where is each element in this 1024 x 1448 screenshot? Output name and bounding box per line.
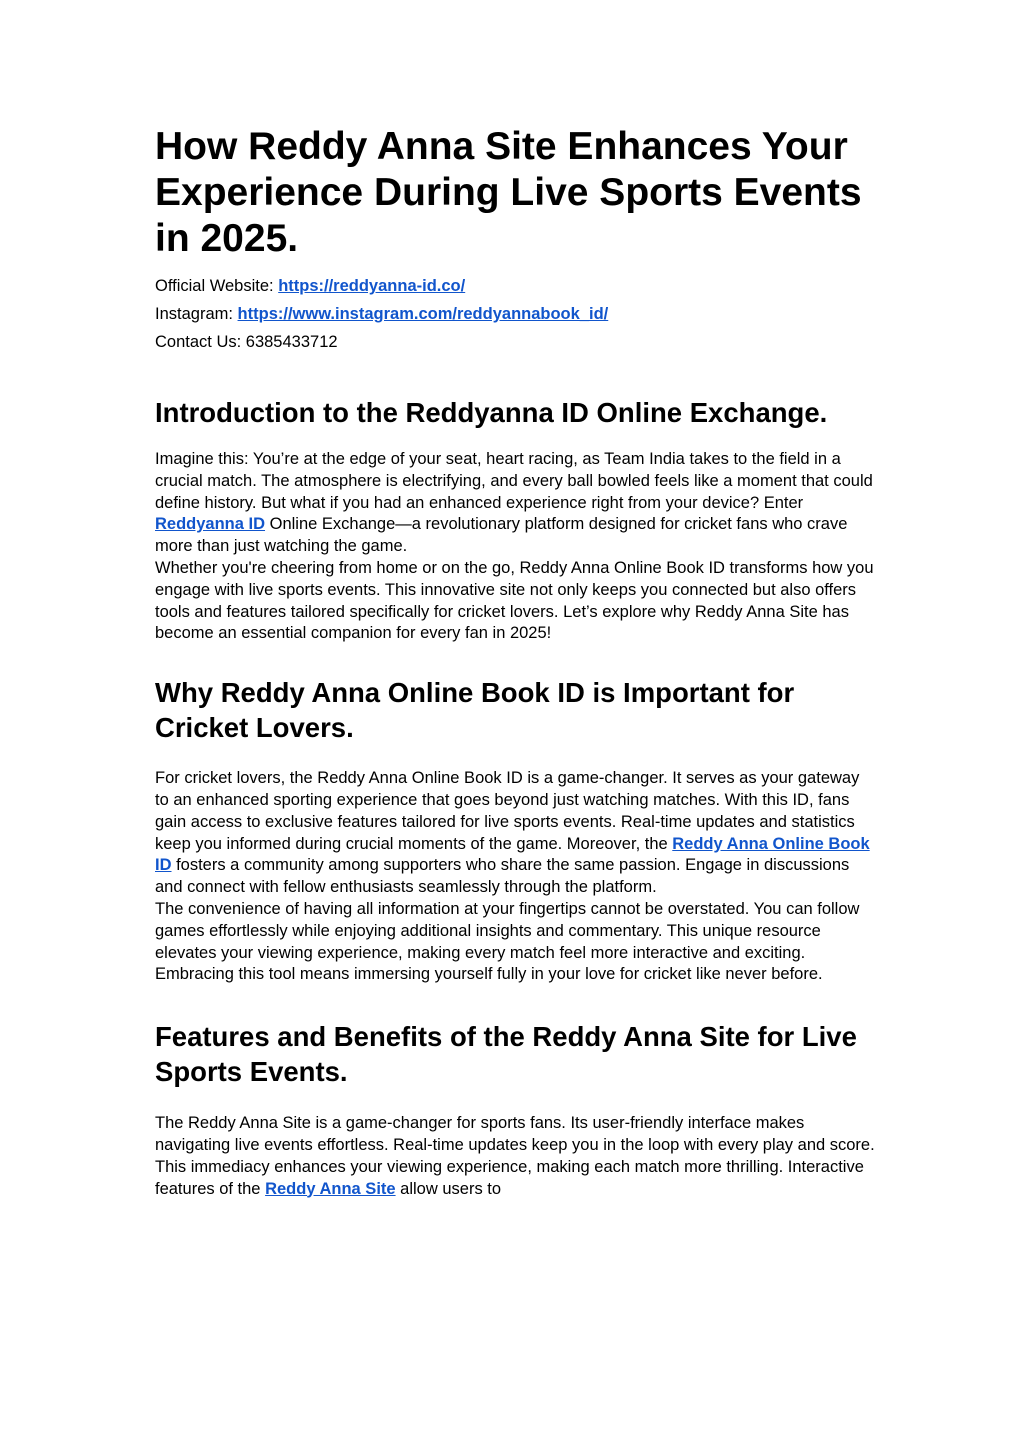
contact-line: Contact Us: 6385433712	[155, 333, 338, 351]
intro-p1-text-end: Online Exchange—a revolutionary platform designed for cricket fans who crave more than just watching the game.	[155, 515, 848, 556]
intro-p1-text: Imagine this: You’re at the edge of your seat, heart racing, as Team India takes to the field in a crucial match. The atmosphere is electrifying, and every ball bowled feels like a moment that could define history. But what if you had an enhanced experience right from your device? Enter	[155, 450, 873, 512]
instagram-line	[155, 300, 875, 328]
why-paragraph-1	[155, 768, 875, 899]
why-p1-text: For cricket lovers, the Reddy Anna Online Book ID is a game-changer. It serves as your gateway to an enhanced sporting experience that goes beyond just watching matches. With this ID, fans gain access to exclusive features tailored for live sports events. Real-time updates and statistics keep you informed during crucial moments of the game. Moreover, the	[155, 769, 860, 853]
features-p1-text: The Reddy Anna Site is a game-changer for sports fans. Its user-friendly interface makes navigating live events effortless. Real-time updates keep you in the loop with every play and score. This immediacy enhances your viewing experience, making each match more thrilling. Interactive features of the	[155, 1114, 875, 1198]
website-label: Official Website:	[155, 277, 279, 295]
website-link[interactable]: https://reddyanna-id.co/	[278, 277, 466, 295]
intro-paragraph-1	[155, 449, 875, 558]
reddyanna-id-link[interactable]: Reddyanna ID	[155, 515, 266, 534]
reddy-anna-site-link[interactable]: Reddy Anna Site	[265, 1179, 396, 1198]
intro-paragraph-2: Whether you're cheering from home or on the go, Reddy Anna Online Book ID transforms how you engage with live sports events. This innovative site not only keeps you connected but also offers tools and features tailored specifically for cricket lovers. Let’s explore why Reddy Anna Site has become an essential companion for every fan in 2025!	[155, 558, 874, 643]
features-p1-text-end: allow users to	[395, 1179, 502, 1198]
instagram-link[interactable]: https://www.instagram.com/reddyannabook_id/	[237, 305, 609, 323]
contact-info	[155, 272, 875, 356]
intro-heading: Introduction to the Reddyanna ID Online Exchange.	[155, 397, 828, 428]
website-line	[155, 272, 875, 300]
document-page	[155, 124, 875, 1200]
page-title: How Reddy Anna Site Enhances Your Experience During Live Sports Events in 2025.	[155, 125, 862, 260]
online-book-id-link[interactable]: Reddy Anna Online Book ID	[155, 834, 870, 875]
features-paragraph-1	[155, 1113, 875, 1200]
why-heading: Why Reddy Anna Online Book ID is Important for Cricket Lovers.	[155, 677, 795, 744]
instagram-label: Instagram:	[155, 305, 238, 323]
why-paragraph-2: The convenience of having all information at your fingertips cannot be overstated. You can follow games effortlessly while enjoying additional insights and commentary. This unique resource elevates your viewing experience, making every match feel more interactive and exciting. Embracing this tool means immersing yourself fully in your love for cricket like never before.	[155, 899, 860, 984]
features-heading: Features and Benefits of the Reddy Anna Site for Live Sports Events.	[155, 1021, 857, 1088]
why-p1-text-end: fosters a community among supporters who share the same passion. Engage in discussions and connect with fellow enthusiasts seamlessly through the platform.	[155, 856, 850, 897]
